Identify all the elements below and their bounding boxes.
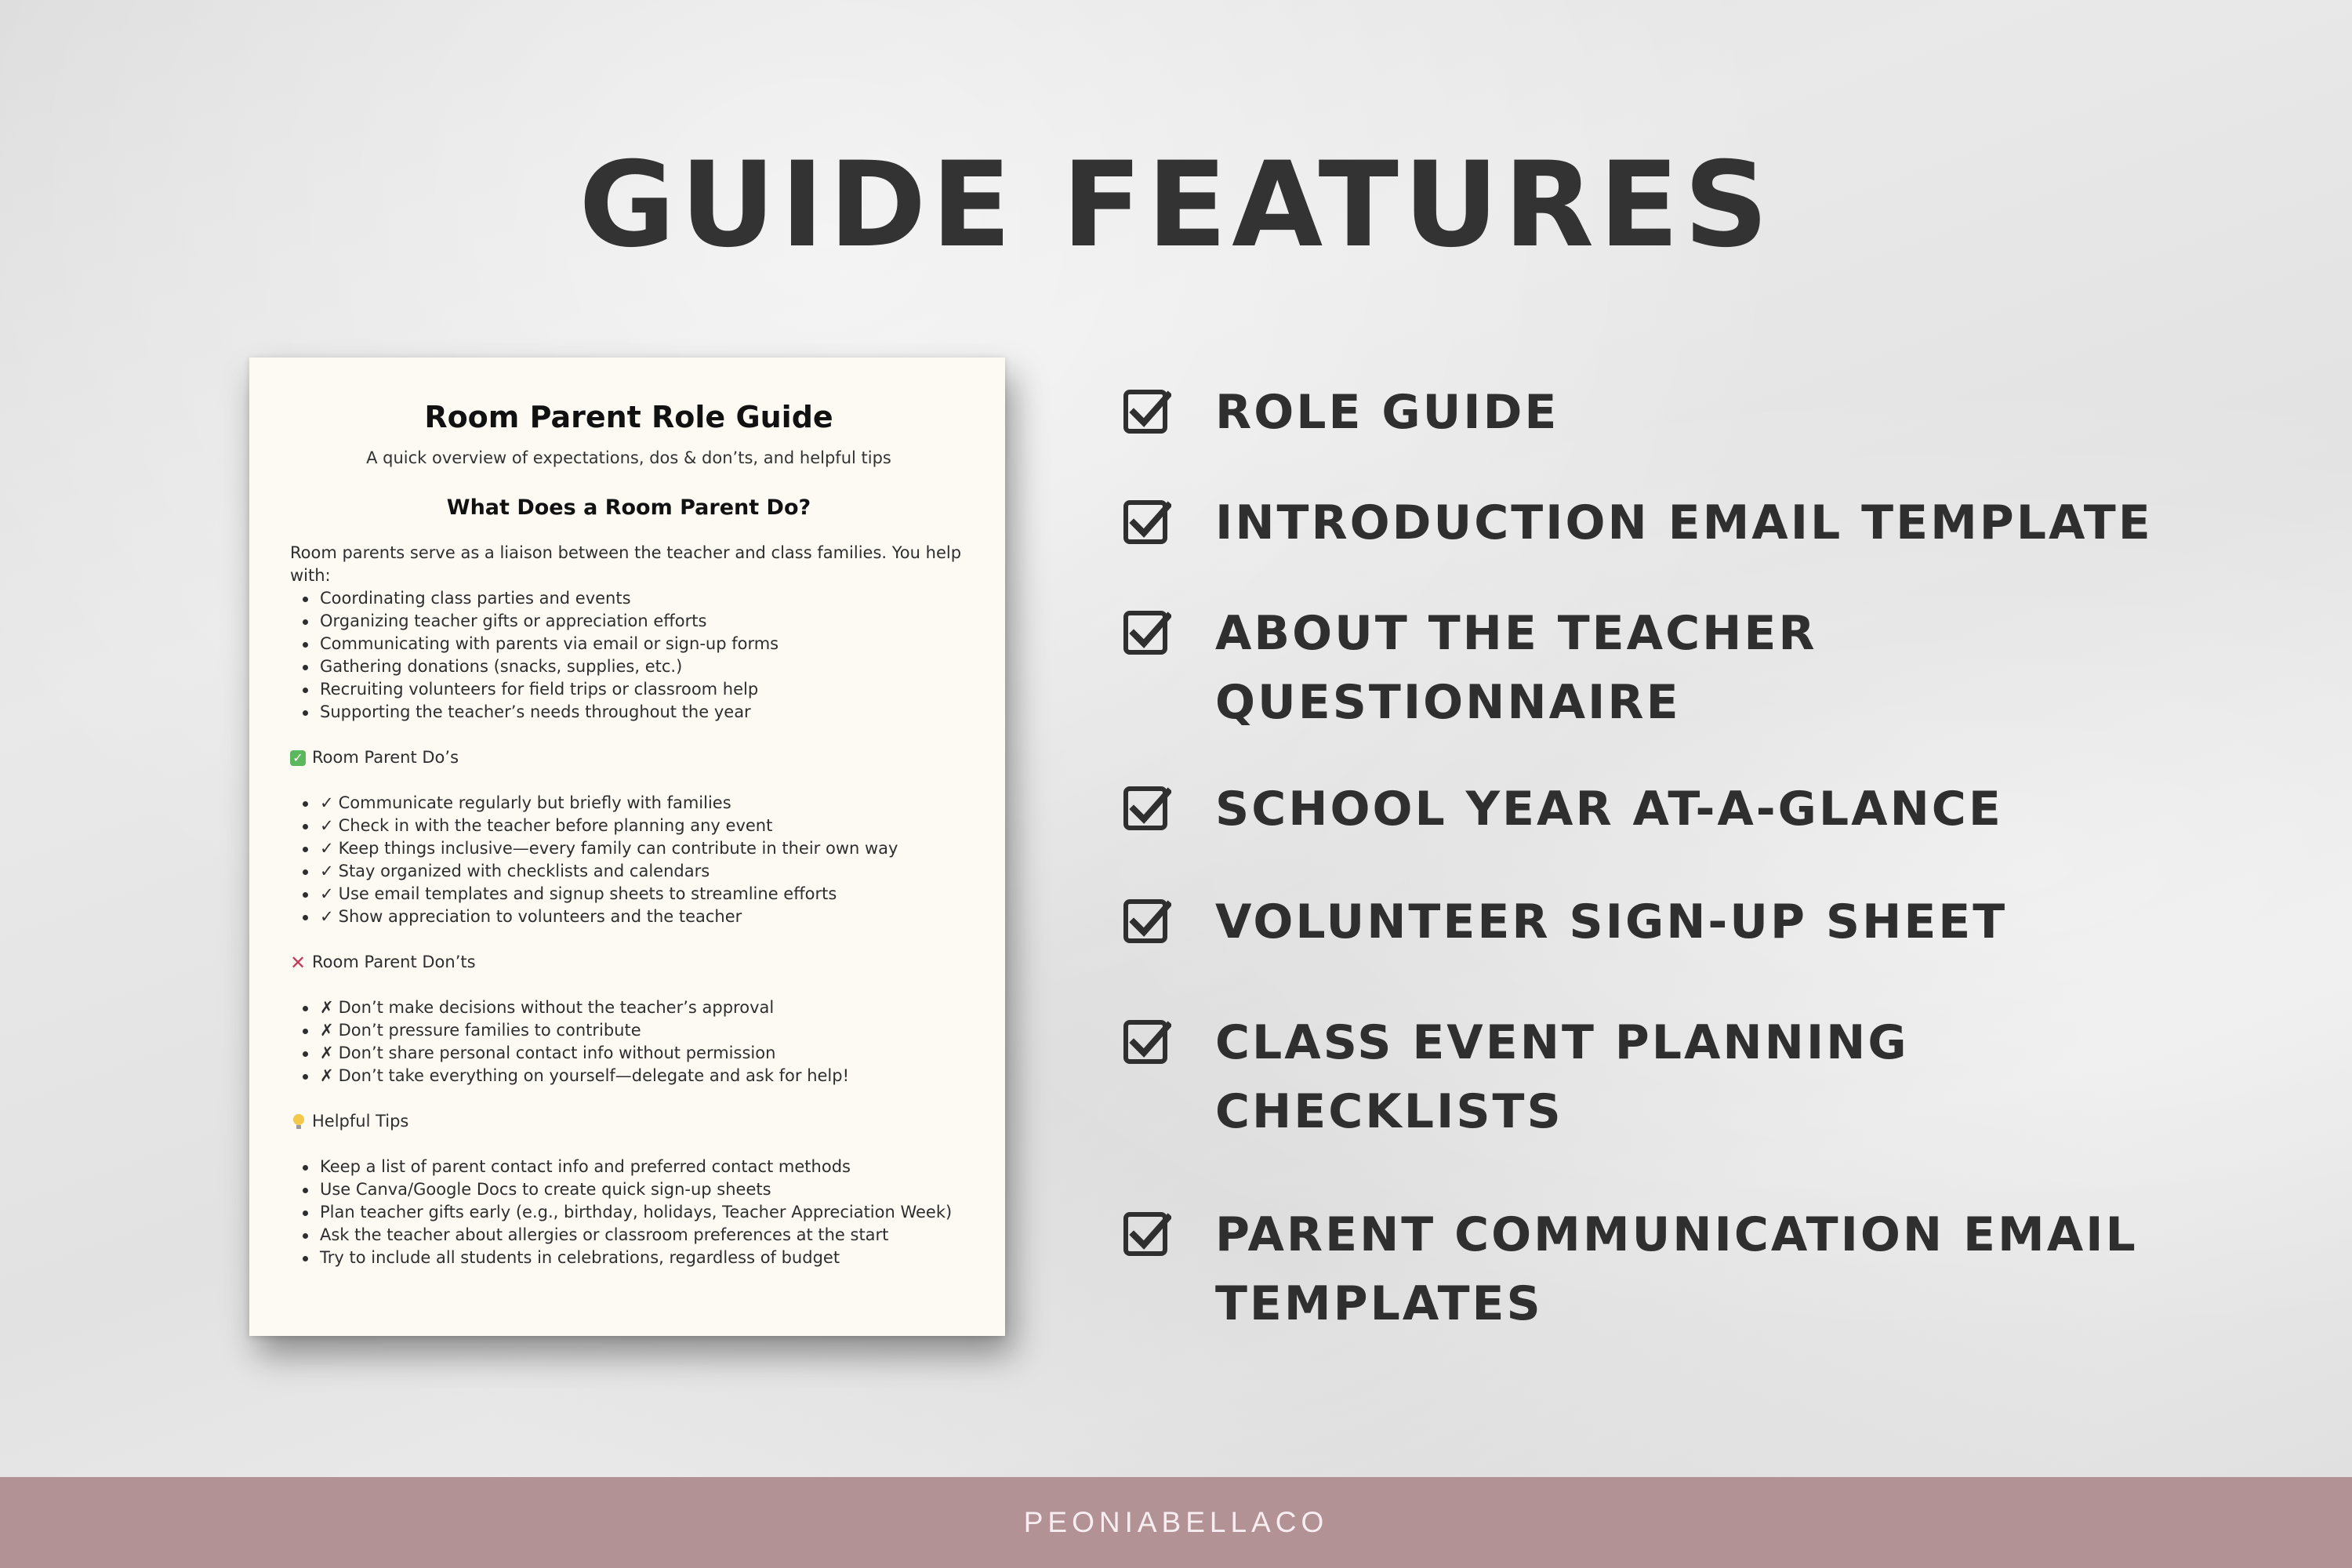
x-mark-icon: ✗ [320, 1066, 334, 1085]
bullet-icon [303, 619, 308, 625]
list-item: ✓ Check in with the teacher before planning any event [290, 815, 967, 837]
bullet-icon [303, 824, 308, 829]
footer-band [0, 1477, 2352, 1568]
feature-label: SCHOOL YEAR AT-A-GLANCE [1215, 782, 2003, 837]
cross-mark-icon: ✕ [290, 951, 307, 974]
list-item: ✗ Don’t share personal contact info without permission [290, 1042, 967, 1065]
check-mark-icon: ✓ [320, 816, 334, 835]
document-preview [249, 358, 1005, 1336]
checkbox-checked-icon [1123, 610, 1171, 659]
feature-label: ABOUT THE TEACHER QUESTIONNAIRE [1215, 606, 1817, 730]
checkbox-checked-icon [1123, 1211, 1171, 1260]
bullet-icon [303, 1188, 308, 1193]
feature-label: CLASS EVENT PLANNING CHECKLISTS [1215, 1015, 1909, 1139]
list-item: ✓ Use email templates and signup sheets to streamline efforts [290, 883, 967, 906]
checkbox-checked-icon [1123, 898, 1171, 947]
check-mark-icon: ✓ [320, 839, 334, 858]
bullet-icon [303, 1029, 308, 1034]
bullet-icon [303, 1210, 308, 1216]
document-intro: Room parents serve as a liaison between the teacher and class families. You help with: [290, 543, 962, 585]
list-item: Use Canva/Google Docs to create quick sign-up sheets [290, 1178, 967, 1201]
bullet-icon [303, 801, 308, 807]
bullet-icon [303, 892, 308, 898]
document-subtitle: A quick overview of expectations, dos & don’ts, and helpful tips [366, 448, 891, 467]
feature-item [1123, 1207, 2234, 1338]
list-item: Gathering donations (snacks, supplies, etc.) [290, 655, 967, 678]
green-check-icon: ✓ [290, 750, 306, 766]
bullet-icon [303, 1051, 308, 1057]
bullet-icon [303, 1006, 308, 1011]
list-item: ✗ Don’t make decisions without the teacher’s approval [290, 996, 967, 1019]
list-item: ✓ Keep things inclusive—every family can contribute in their own way [290, 837, 967, 860]
feature-label: VOLUNTEER SIGN-UP SHEET [1215, 895, 2008, 949]
bullet-icon [303, 688, 308, 693]
list-item: ✓ Show appreciation to volunteers and the teacher [290, 906, 967, 928]
checkbox-checked-icon [1123, 1019, 1171, 1068]
list-item: Plan teacher gifts early (e.g., birthday, holidays, Teacher Appreciation Week) [290, 1201, 967, 1224]
bullet-icon [303, 1256, 308, 1261]
list-item: Communicating with parents via email or sign-up forms [290, 633, 967, 655]
bullet-icon [303, 597, 308, 602]
donts-list [290, 996, 967, 1087]
bullet-icon [303, 869, 308, 875]
list-item: ✗ Don’t take everything on yourself—delegate and ask for help! [290, 1065, 967, 1087]
feature-label: ROLE GUIDE [1215, 385, 1559, 440]
bullet-icon [303, 710, 308, 716]
document-section-heading: What Does a Room Parent Do? [446, 495, 811, 520]
bullet-icon [303, 1165, 308, 1171]
list-item: Recruiting volunteers for field trips or classroom help [290, 678, 967, 701]
check-mark-icon: ✓ [320, 862, 334, 880]
duties-list [290, 587, 967, 724]
dos-list [290, 792, 967, 928]
feature-item [1123, 385, 2313, 447]
list-item: Ask the teacher about allergies or classroom preferences at the start [290, 1224, 967, 1247]
list-item: Organizing teacher gifts or appreciation efforts [290, 610, 967, 633]
bullet-icon [303, 665, 308, 670]
check-mark-icon: ✓ [320, 907, 334, 926]
bullet-icon [303, 1233, 308, 1239]
list-item: ✓ Communicate regularly but briefly with families [290, 792, 967, 815]
list-item: Supporting the teacher’s needs throughout the year [290, 701, 967, 724]
lightbulb-icon [293, 1114, 304, 1130]
bullet-icon [303, 847, 308, 852]
list-item: ✓ Stay organized with checklists and calendars [290, 860, 967, 883]
feature-label: INTRODUCTION EMAIL TEMPLATE [1215, 495, 2153, 550]
feature-item [1123, 495, 2313, 557]
brand-name: PEONIABELLACO [1023, 1506, 1329, 1538]
x-mark-icon: ✗ [320, 1021, 334, 1040]
list-item: Keep a list of parent contact info and preferred contact methods [290, 1156, 967, 1178]
check-mark-icon: ✓ [320, 793, 334, 812]
feature-item [1123, 782, 2313, 844]
page-heading: GUIDE FEATURES [579, 137, 1773, 274]
tips-list [290, 1156, 967, 1269]
list-item: Coordinating class parties and events [290, 587, 967, 610]
tips-heading: Helpful Tips [290, 1110, 967, 1133]
feature-label: PARENT COMMUNICATION EMAIL TEMPLATES [1215, 1207, 2138, 1331]
checkbox-checked-icon [1123, 389, 1171, 437]
list-item: Try to include all students in celebrations, regardless of budget [290, 1247, 967, 1269]
x-mark-icon: ✗ [320, 1044, 334, 1062]
dos-heading: ✓ Room Parent Do’s [290, 746, 967, 769]
checkbox-checked-icon [1123, 499, 1171, 548]
feature-item [1123, 1015, 1999, 1146]
document-title: Room Parent Role Guide [424, 400, 833, 434]
feature-item [1123, 895, 2313, 956]
feature-item [1123, 606, 1921, 737]
checkbox-checked-icon [1123, 786, 1171, 834]
x-mark-icon: ✗ [320, 998, 334, 1017]
list-item: ✗ Don’t pressure families to contribute [290, 1019, 967, 1042]
donts-heading: ✕ Room Parent Don’ts [290, 951, 476, 974]
check-mark-icon: ✓ [320, 884, 334, 903]
bullet-icon [303, 1074, 308, 1080]
bullet-icon [303, 642, 308, 648]
bullet-icon [303, 915, 308, 920]
